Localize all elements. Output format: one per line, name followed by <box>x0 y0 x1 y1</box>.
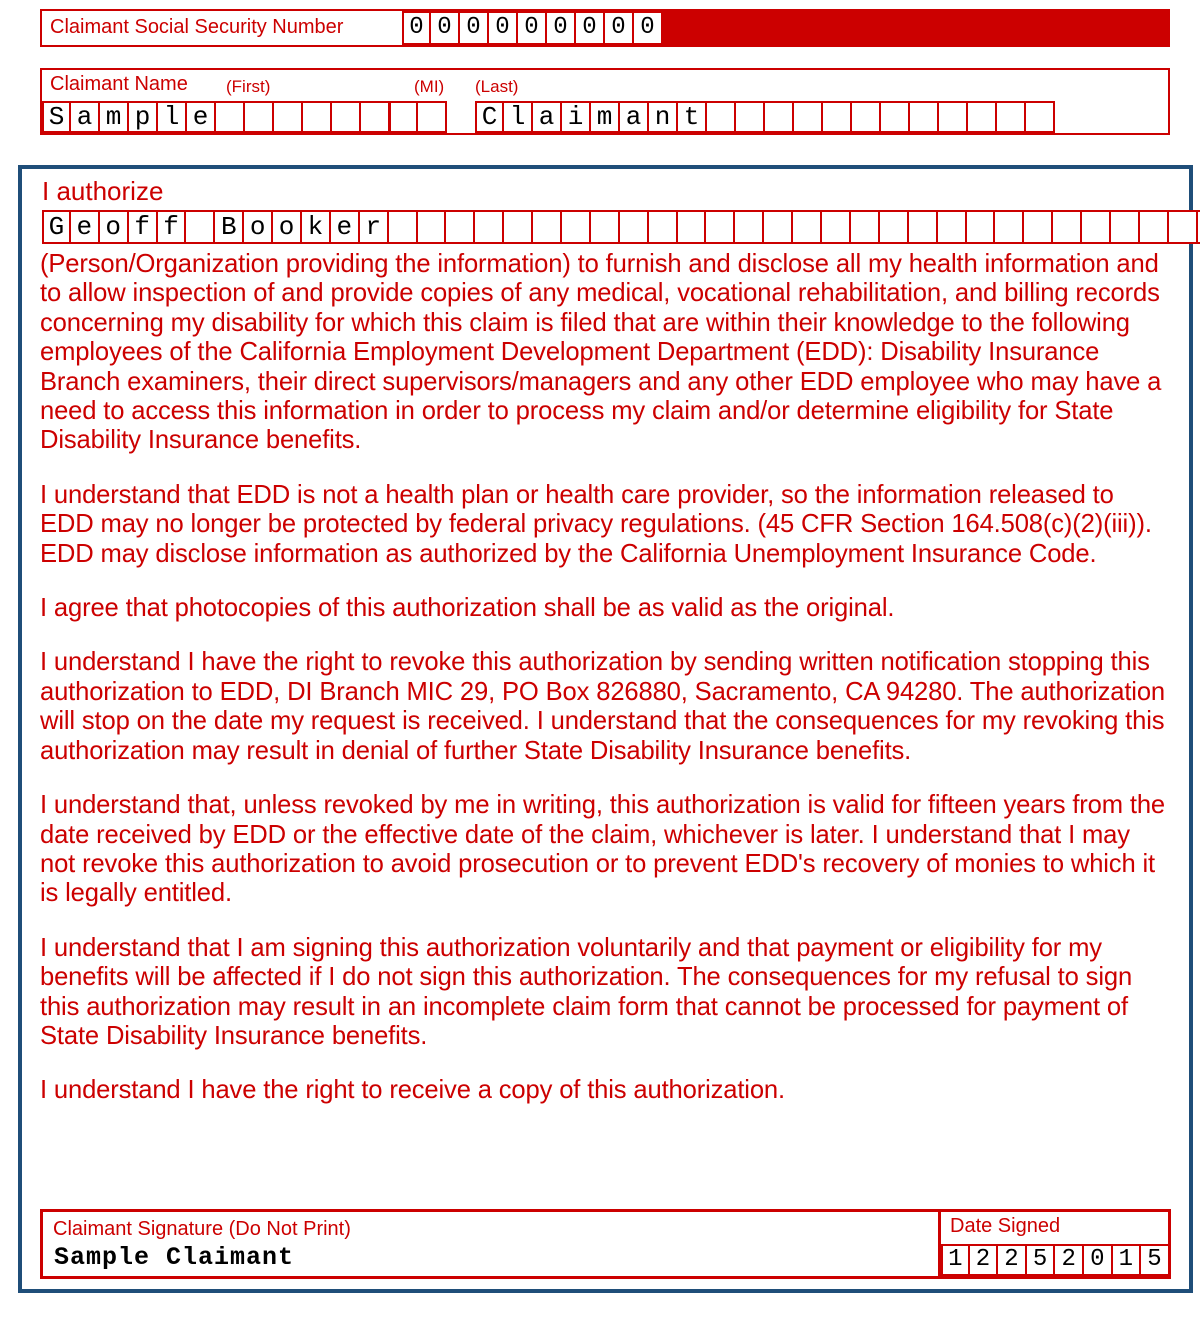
first-name-input[interactable] <box>42 101 419 133</box>
authorized-person-cell[interactable] <box>446 210 475 244</box>
authorized-person-cell[interactable]: k <box>302 210 331 244</box>
last-name-cell[interactable] <box>939 101 968 133</box>
last-name-cell[interactable]: a <box>533 101 562 133</box>
authorized-person-cell[interactable] <box>418 210 447 244</box>
date-digit-cell[interactable]: 1 <box>941 1244 970 1276</box>
date-digit-cell[interactable]: 2 <box>998 1244 1027 1276</box>
date-signed-input[interactable] <box>941 1244 1170 1276</box>
last-name-cell[interactable]: n <box>649 101 678 133</box>
ssn-input[interactable] <box>402 11 663 45</box>
last-name-cell[interactable] <box>852 101 881 133</box>
last-name-cell[interactable] <box>707 101 736 133</box>
name-label: Claimant Name <box>50 73 188 95</box>
authorized-person-cell[interactable] <box>1024 210 1053 244</box>
last-name-cell[interactable] <box>794 101 823 133</box>
last-name-cell[interactable] <box>823 101 852 133</box>
last-name-cell[interactable] <box>765 101 794 133</box>
authorized-person-cell[interactable] <box>938 210 967 244</box>
authorized-person-cell[interactable] <box>1169 210 1198 244</box>
authorized-person-cell[interactable]: B <box>215 210 244 244</box>
authorized-person-cell[interactable]: o <box>100 210 129 244</box>
authorized-person-cell[interactable] <box>186 210 215 244</box>
ssn-digit-cell[interactable]: 0 <box>402 11 431 45</box>
first-name-cell[interactable]: l <box>158 101 187 133</box>
last-name-cell[interactable] <box>968 101 997 133</box>
first-name-cell[interactable] <box>303 101 332 133</box>
authorized-person-cell[interactable] <box>764 210 793 244</box>
authorized-person-cell[interactable] <box>562 210 591 244</box>
last-name-cell[interactable]: m <box>591 101 620 133</box>
authorized-person-cell[interactable]: o <box>273 210 302 244</box>
mi-cell[interactable] <box>418 101 447 133</box>
ssn-digit-cell[interactable]: 0 <box>518 11 547 45</box>
authorized-person-cell[interactable] <box>909 210 938 244</box>
authorized-person-cell[interactable]: r <box>360 210 389 244</box>
date-signed-label: Date Signed <box>950 1215 1061 1237</box>
date-digit-cell[interactable]: 2 <box>1055 1244 1084 1276</box>
first-name-cell[interactable]: e <box>187 101 216 133</box>
first-name-cell[interactable] <box>361 101 390 133</box>
last-name-cell[interactable]: i <box>562 101 591 133</box>
authorized-person-cell[interactable] <box>533 210 562 244</box>
first-name-cell[interactable]: m <box>100 101 129 133</box>
authorized-person-cell[interactable] <box>967 210 996 244</box>
first-name-cell[interactable]: S <box>42 101 71 133</box>
authorized-person-cell[interactable]: G <box>42 210 71 244</box>
authorized-person-cell[interactable] <box>793 210 822 244</box>
ssn-digit-cell[interactable]: 0 <box>431 11 460 45</box>
authorized-person-cell[interactable] <box>649 210 678 244</box>
signature-field[interactable]: Sample Claimant <box>54 1243 295 1272</box>
authorization-paragraph: I understand that, unless revoked by me in writing, this authorization is valid for fifteen years from the date received by EDD or the effective date of the claim, whichever is later. I understand that I may not revoke this authorization to avoid prosecution or to prevent EDD's recovery of monies to which it is legally entitled. <box>40 791 1166 908</box>
authorized-person-cell[interactable] <box>1111 210 1140 244</box>
authorized-person-cell[interactable] <box>678 210 707 244</box>
authorized-person-cell[interactable] <box>620 210 649 244</box>
ssn-digit-cell[interactable]: 0 <box>605 11 634 45</box>
date-digit-cell[interactable]: 5 <box>1027 1244 1056 1276</box>
ssn-digit-cell[interactable]: 0 <box>576 11 605 45</box>
ssn-label: Claimant Social Security Number <box>50 16 344 38</box>
authorization-text <box>40 250 1170 1131</box>
mi-input[interactable] <box>389 101 447 133</box>
authorized-person-cell[interactable]: e <box>71 210 100 244</box>
authorization-paragraph: I agree that photocopies of this authorization shall be as valid as the original. <box>40 594 895 623</box>
mi-cell[interactable] <box>389 101 418 133</box>
authorized-person-cell[interactable] <box>389 210 418 244</box>
authorization-paragraph: I understand that EDD is not a health plan or health care provider, so the information released to EDD may no longer be protected by federal privacy regulations. (45 CFR Section 164.508(c)(2)(iii)). EDD may disclose information as authorized by the California Unemployment Insurance Code. <box>40 480 1152 568</box>
authorize-intro: I authorize <box>42 176 164 206</box>
first-name-cell[interactable] <box>332 101 361 133</box>
authorization-paragraph: I understand I have the right to revoke this authorization by sending written notification stopping this authorization to EDD, DI Branch MIC 29, PO Box 826880, Sacramento, CA 94280. The authorization will stop on the date my request is received. I understand that the consequences for my revoking this authorization may result in denial of further State Disability Insurance benefits. <box>40 648 1165 765</box>
authorized-person-cell[interactable] <box>851 210 880 244</box>
authorized-person-cell[interactable] <box>1053 210 1082 244</box>
authorized-person-cell[interactable] <box>504 210 533 244</box>
authorized-person-cell[interactable]: o <box>244 210 273 244</box>
last-name-cell[interactable] <box>997 101 1026 133</box>
last-name-cell[interactable]: C <box>475 101 504 133</box>
date-digit-cell[interactable]: 0 <box>1084 1244 1113 1276</box>
authorized-person-cell[interactable] <box>995 210 1024 244</box>
last-name-cell[interactable] <box>736 101 765 133</box>
authorized-person-cell[interactable] <box>822 210 851 244</box>
last-name-cell[interactable] <box>881 101 910 133</box>
ssn-digit-cell[interactable]: 0 <box>460 11 489 45</box>
signature-label: Claimant Signature (Do Not Print) <box>53 1218 351 1240</box>
date-digit-cell[interactable]: 2 <box>970 1244 999 1276</box>
last-name-cell[interactable]: t <box>678 101 707 133</box>
mi-label: (MI) <box>414 77 445 96</box>
authorized-person-cell[interactable] <box>735 210 764 244</box>
ssn-fill-bar <box>662 11 1168 45</box>
first-name-label: (First) <box>226 77 271 96</box>
authorized-person-cell[interactable]: f <box>158 210 187 244</box>
last-name-input[interactable] <box>475 101 1055 133</box>
authorization-paragraph: I understand that I am signing this authorization voluntarily and that payment or eligibility for my benefits will be affected if I do not sign this authorization. The consequences for my refusal to sign this authorization may result in an incomplete claim form that cannot be processed for payment of State Disability Insurance benefits. <box>40 933 1133 1050</box>
first-name-cell[interactable] <box>274 101 303 133</box>
authorized-person-cell[interactable] <box>591 210 620 244</box>
authorized-person-cell[interactable] <box>1082 210 1111 244</box>
authorized-person-cell[interactable] <box>475 210 504 244</box>
date-digit-cell[interactable]: 1 <box>1113 1244 1142 1276</box>
ssn-digit-cell[interactable]: 0 <box>547 11 576 45</box>
date-digit-cell[interactable]: 5 <box>1141 1244 1170 1276</box>
authorized-person-cell[interactable]: e <box>331 210 360 244</box>
last-name-cell[interactable] <box>910 101 939 133</box>
ssn-digit-cell[interactable]: 0 <box>634 11 663 45</box>
authorization-paragraph: (Person/Organization providing the information) to furnish and disclose all my health information and to allow inspection of and provide copies of any medical, vocational rehabilitation, and billing records concerning my disability for which this claim is filed that are within their knowledge to the following employees of the California Employment Development Department (EDD): Disability Insurance Branch examiners, their direct supervisors/managers and any other EDD employee who may have a need to access this information in order to process my claim and/or determine eligibility for State Disability Insurance benefits. <box>40 250 1162 455</box>
first-name-cell[interactable]: p <box>129 101 158 133</box>
last-name-cell[interactable]: a <box>620 101 649 133</box>
ssn-digit-cell[interactable]: 0 <box>489 11 518 45</box>
authorized-person-input[interactable] <box>42 210 1200 244</box>
authorized-person-cell[interactable] <box>1140 210 1169 244</box>
last-name-cell[interactable]: l <box>504 101 533 133</box>
authorized-person-cell[interactable]: f <box>129 210 158 244</box>
authorized-person-cell[interactable] <box>706 210 735 244</box>
authorization-paragraph: I understand I have the right to receive a copy of this authorization. <box>40 1076 785 1105</box>
last-name-cell[interactable] <box>1026 101 1055 133</box>
first-name-cell[interactable] <box>216 101 245 133</box>
first-name-cell[interactable] <box>245 101 274 133</box>
last-name-label: (Last) <box>475 77 519 96</box>
authorized-person-cell[interactable] <box>880 210 909 244</box>
first-name-cell[interactable]: a <box>71 101 100 133</box>
